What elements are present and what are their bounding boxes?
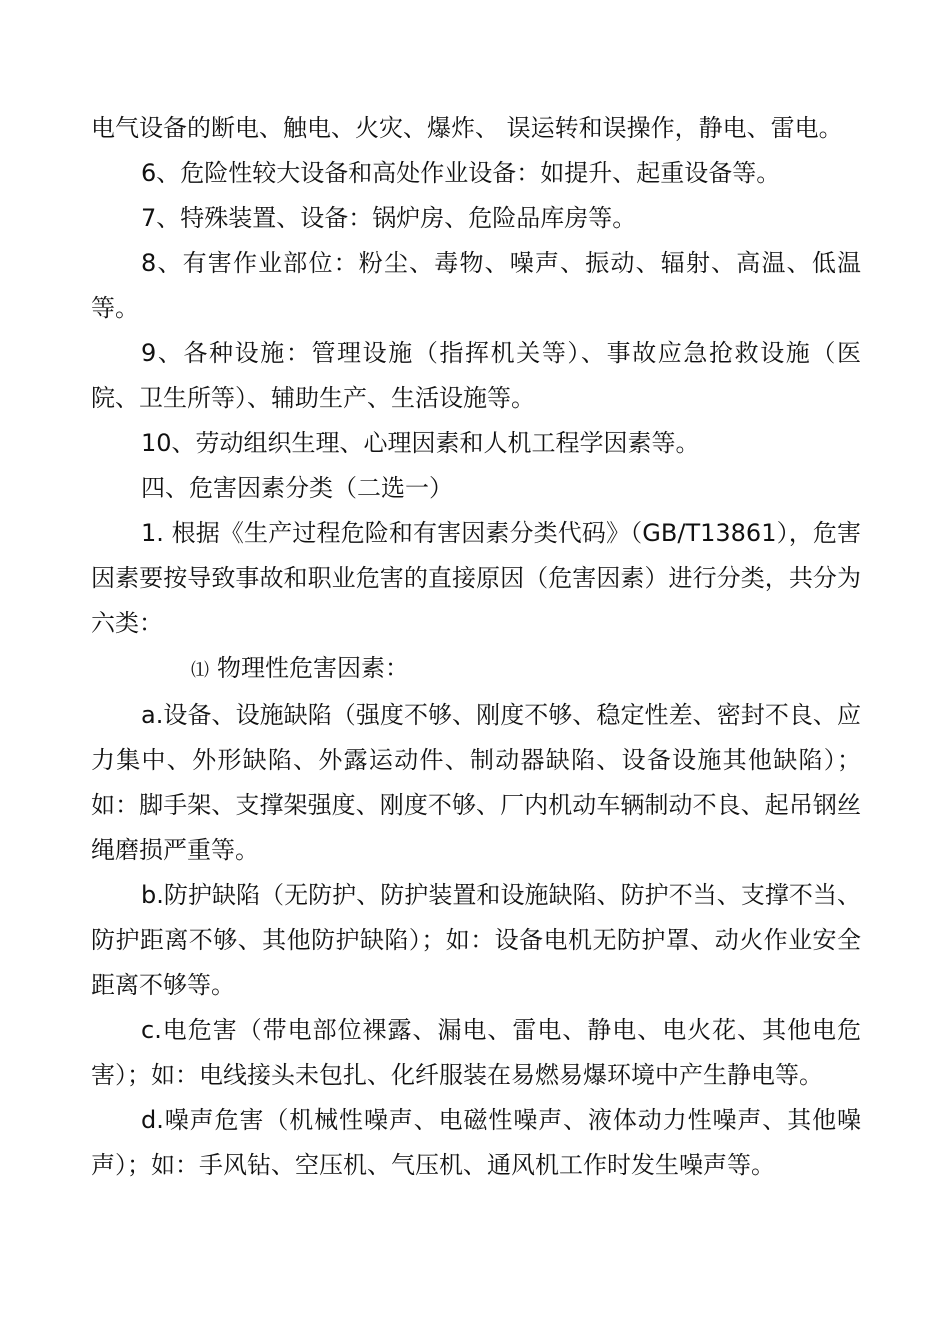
hazard-item-a: a.设备、设施缺陷（强度不够、刚度不够、稳定性差、密封不良、应力集中、外形缺陷、外露运动件、制动器缺陷、设备设施其他缺陷）；如：脚手架、支撑架强度、刚度不够、厂内机动车辆制动不良、起吊钢丝绳磨损严重等。 (91, 701, 861, 864)
subsection-heading-text: 物理性危害因素： (217, 654, 409, 682)
hazard-item-c: c.电危害（带电部位裸露、漏电、雷电、静电、电火花、其他电危害）；如：电线接头未包扎、化纤服装在易燃易爆环境中产生静电等。 (91, 1016, 861, 1089)
hazard-item-d: d.噪声危害（机械性噪声、电磁性噪声、液体动力性噪声、其他噪声）；如：手风钻、空压机、气压机、通风机工作时发生噪声等。 (91, 1106, 861, 1179)
subsection-number-marker: ⑴ (191, 660, 209, 681)
list-item-6: 6、危险性较大设备和高处作业设备：如提升、起重设备等。 (141, 159, 781, 187)
paragraph-continuation: 电气设备的断电、触电、火灾、爆炸、 误运转和误操作，静电、雷电。 (91, 114, 843, 142)
document-body (91, 106, 861, 1188)
section-heading-4: 四、危害因素分类（二选一） (141, 474, 453, 502)
subsection-heading-1 (91, 646, 861, 693)
hazard-item-b: b.防护缺陷（无防护、防护装置和设施缺陷、防护不当、支撑不当、防护距离不够、其他防护缺陷）；如：设备电机无防护罩、动火作业安全距离不够等。 (91, 881, 861, 999)
list-item-8: 8、有害作业部位：粉尘、毒物、噪声、振动、辐射、高温、低温等。 (91, 249, 861, 322)
list-item-9: 9、各种设施：管理设施（指挥机关等）、事故应急抢救设施（医院、卫生所等）、辅助生产、生活设施等。 (91, 339, 861, 412)
list-item-10: 10、劳动组织生理、心理因素和人机工程学因素等。 (141, 429, 700, 457)
list-item-7: 7、特殊装置、设备：锅炉房、危险品库房等。 (141, 204, 637, 232)
classification-intro: 1. 根据《生产过程危险和有害因素分类代码》（GB/T13861），危害因素要按导致事故和职业危害的直接原因（危害因素）进行分类，共分为六类： (91, 519, 861, 637)
